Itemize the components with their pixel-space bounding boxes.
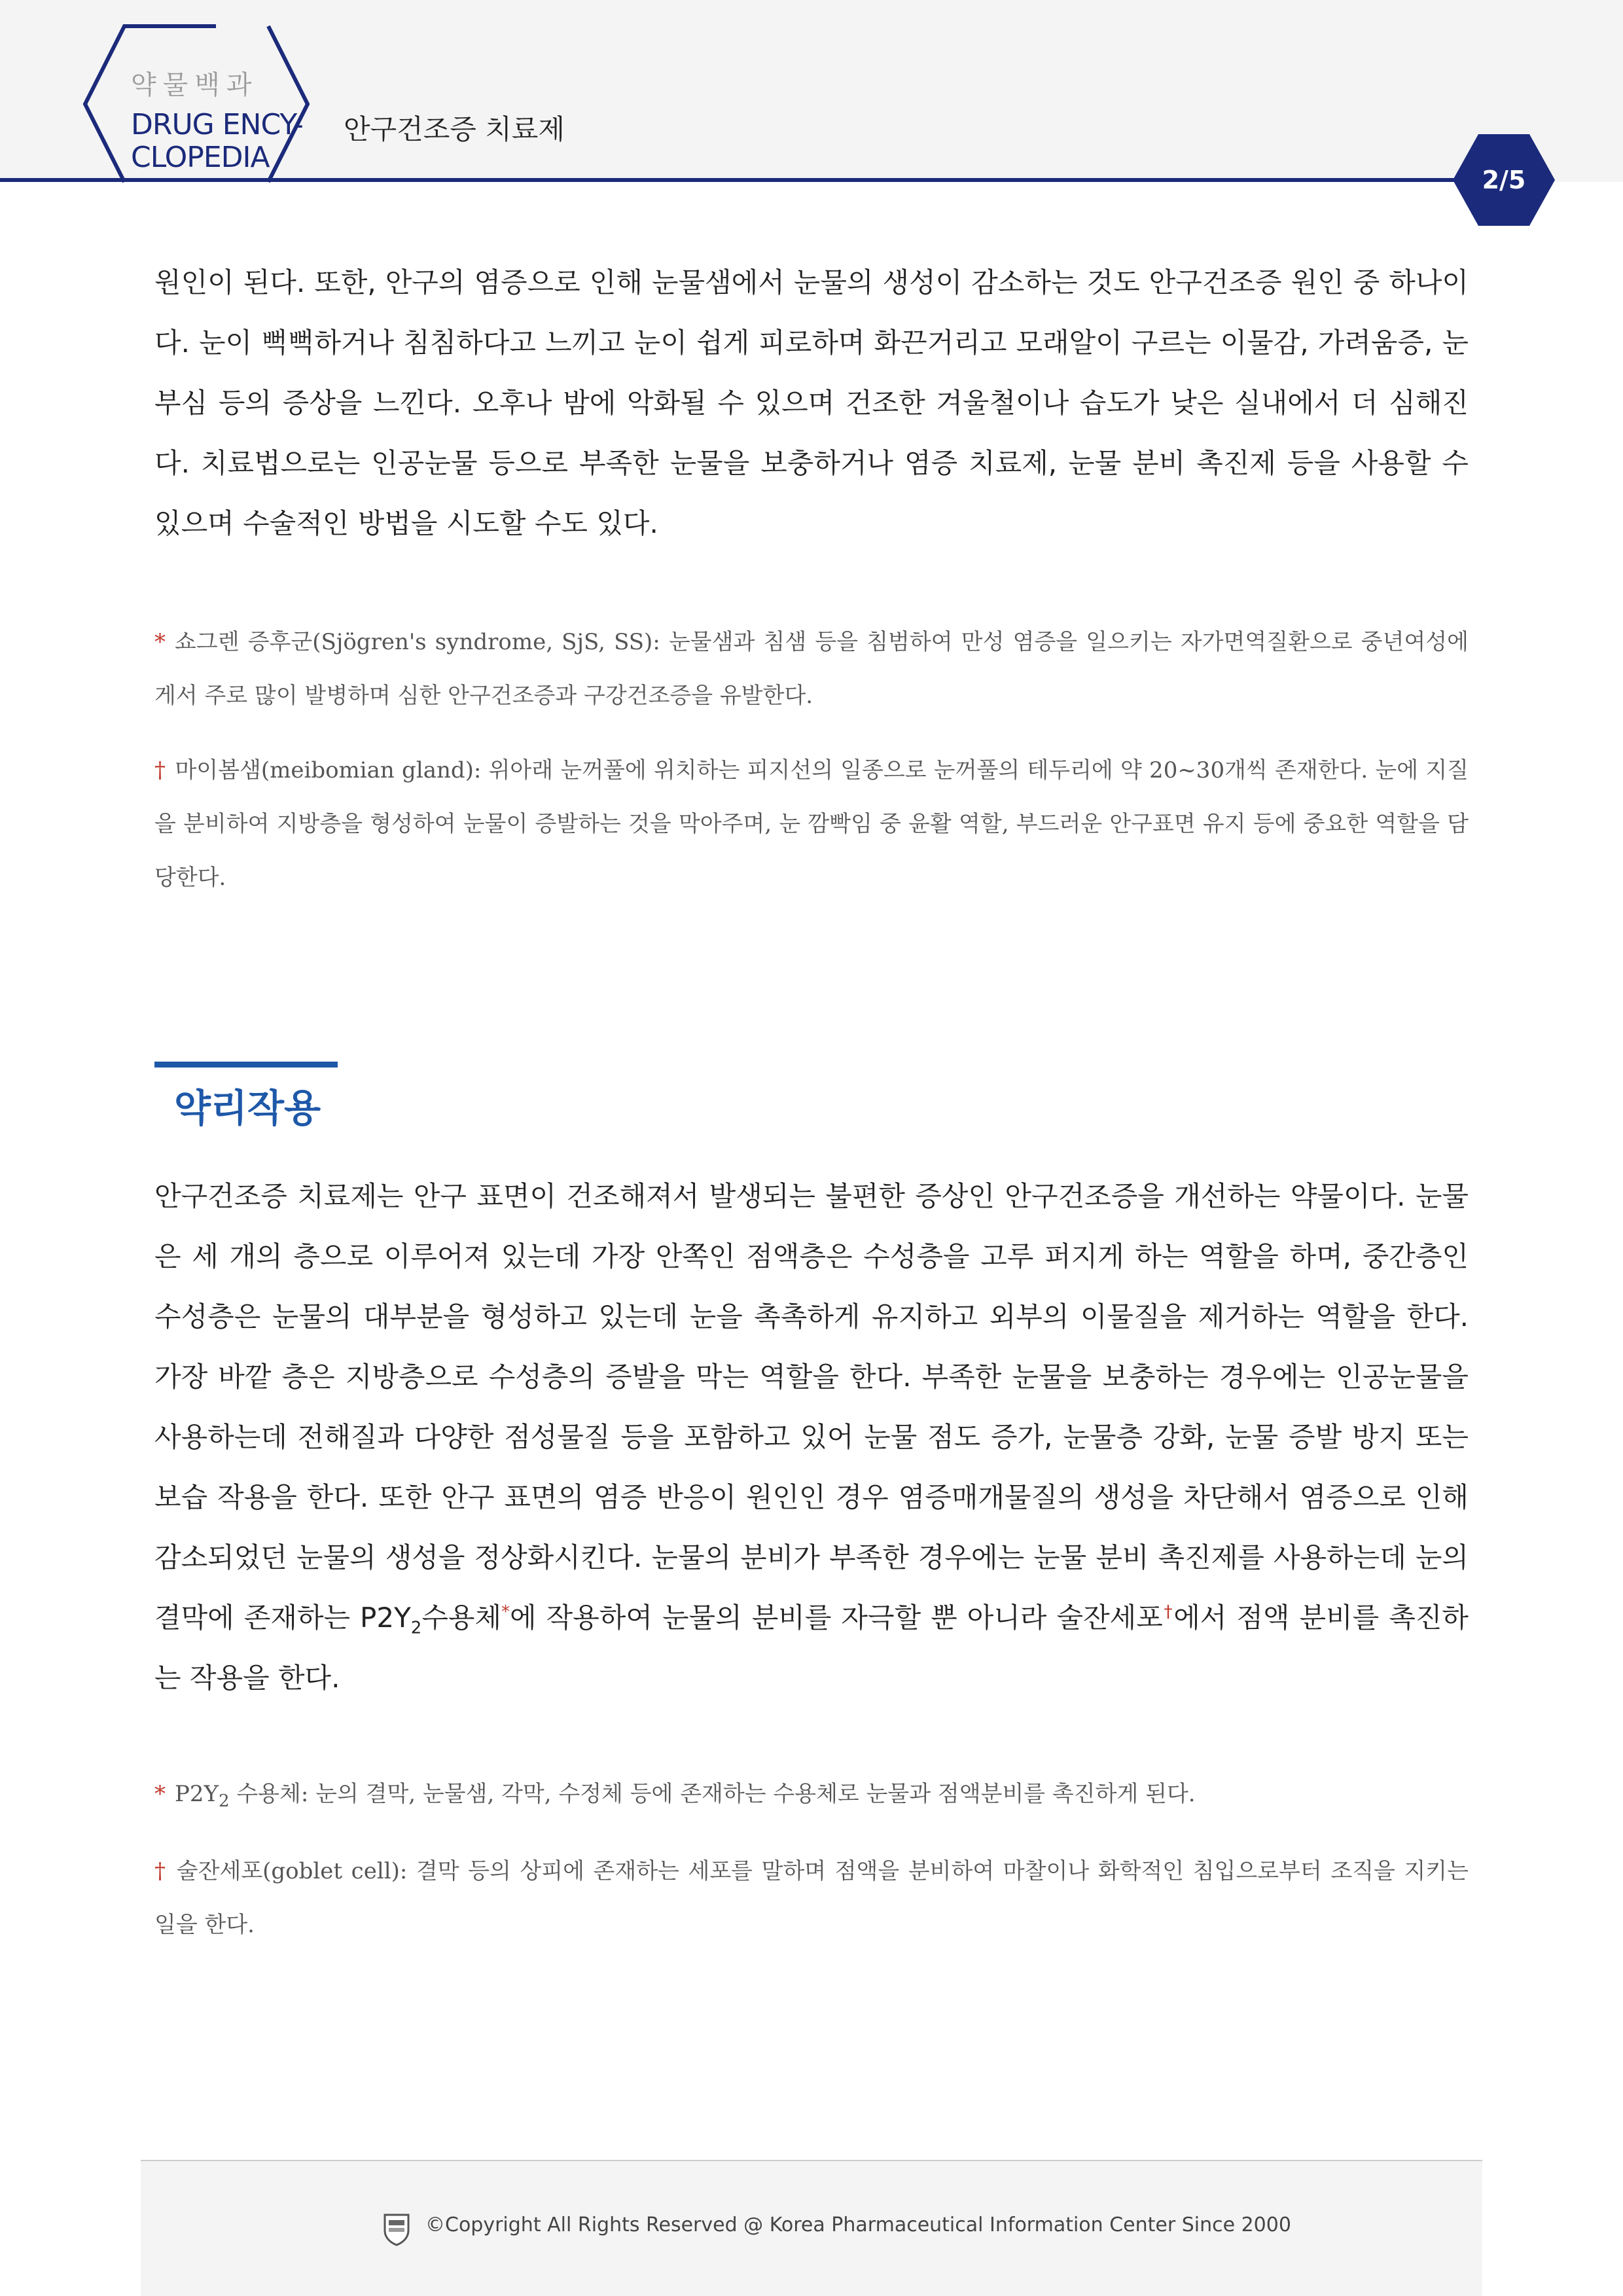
pharmacology-paragraph <box>154 1166 1469 1708</box>
logo-english-line2: CLOPEDIA <box>131 141 270 174</box>
footnote-star-mark: * <box>154 629 166 655</box>
pharmacology-text-part3: 에 작용하여 눈물의 분비를 자극할 뿐 아니라 술잔세포 <box>510 1602 1163 1634</box>
footnote-sjogren <box>154 615 1469 723</box>
footnote-p2y2-prefix: P2Y <box>175 1781 219 1807</box>
footnote-p2y2-subscript: 2 <box>218 1791 230 1811</box>
page-number: 2/5 <box>1482 166 1526 194</box>
footer-rule <box>141 2160 1482 2161</box>
footnote-star-mark-2: * <box>154 1781 166 1807</box>
footnote-sjogren-text: 쇼그렌 증후군(Sjögren's syndrome, SjS, SS): 눈물샘과 침샘 등을 침범하여 만성 염증을 일으키는 자가면역질환으로 중년여성에게서 주로 많이 발병하며 심한 안구건조증과 구강건조증을 유발한다. <box>154 629 1469 709</box>
copyright-text: ©Copyright All Rights Reserved @ Korea Pharmaceutical Information Center Since 2000 <box>425 2214 1291 2236</box>
footnote-p2y2-text: 수용체: 눈의 결막, 눈물샘, 각막, 수정체 등에 존재하는 수용체로 눈물과 점액분비를 촉진하게 된다. <box>229 1781 1196 1807</box>
pharmacology-text-part2: 수용체 <box>421 1602 502 1634</box>
document-title: 안구건조증 치료제 <box>344 113 565 145</box>
footnote-dagger-mark: † <box>154 757 166 783</box>
section-heading-bar <box>154 1062 338 1067</box>
intro-paragraph: 원인이 된다. 또한, 안구의 염증으로 인해 눈물샘에서 눈물의 생성이 감소하는 것도 안구건조증 원인 중 하나이다. 눈이 뻑뻑하거나 침침하다고 느끼고 눈이 쉽게 피로하며 화끈거리고 모래알이 구르는 이물감, 가려움증, 눈부심 등의 증상을 느낀다. 오후나 밤에 악화될 수 있으며 건조한 겨울철이나 습도가 낮은 실내에서 더 심해진다. 치료법으로는 인공눈물 등으로 부족한 눈물을 보충하거나 염증 치료제, 눈물 분비 촉진제 등을 사용할 수 있으며 수술적인 방법을 시도할 수도 있다. <box>154 266 1469 539</box>
logo-english-line1: DRUG ENCY- <box>131 108 303 141</box>
footnote-goblet-cell <box>154 1844 1469 1952</box>
footnote-meibomian <box>154 744 1469 905</box>
shield-emblem-icon <box>382 2212 411 2246</box>
section-heading-pharmacology: 약리작용 <box>174 1086 321 1130</box>
footnote-p2y2 <box>154 1767 1469 1821</box>
footnote-goblet-text: 술잔세포(goblet cell): 결막 등의 상피에 존재하는 세포를 말하며 점액을 분비하여 마찰이나 화학적인 침입으로부터 조직을 지키는 일을 한다. <box>154 1858 1469 1938</box>
footnote-dagger-mark-2: † <box>154 1858 168 1884</box>
subscript-2: 2 <box>410 1618 422 1638</box>
pharmacology-text-part4: 에서 점액 분비를 촉진하는 작용을 한다. <box>154 1602 1469 1694</box>
footnote-meibomian-text: 마이봄샘(meibomian gland): 위아래 눈꺼풀에 위치하는 피지선의 일종으로 눈꺼풀의 테두리에 약 20~30개씩 존재한다. 눈에 지질을 분비하여 지방층을 형성하여 눈물이 증발하는 것을 막아주며, 눈 깜빡임 중 윤활 역할, 부드러운 안구표면 유지 등에 중요한 역할을 담당한다. <box>154 757 1469 891</box>
ref-star: * <box>501 1602 510 1622</box>
pharmacology-text-part1: 안구건조증 치료제는 안구 표면이 건조해져서 발생되는 불편한 증상인 안구건조증을 개선하는 약물이다. 눈물은 세 개의 층으로 이루어져 있는데 가장 안쪽인 점액층은 수성층을 고루 퍼지게 하는 역할을 하며, 중간층인 수성층은 눈물의 대부분을 형성하고 있는데 눈을 촉촉하게 유지하고 외부의 이물질을 제거하는 역할을 한다. 가장 바깥 층은 지방층으로 수성층의 증발을 막는 역할을 한다. 부족한 눈물을 보충하는 경우에는 인공눈물을 사용하는데 전해질과 다양한 점성물질 등을 포함하고 있어 눈물 점도 증가, 눈물층 강화, 눈물 증발 방지 또는 보습 작용을 한다. 또한 안구 표면의 염증 반응이 원인인 경우 염증매개물질의 생성을 차단해서 염증으로 인해 감소되었던 눈물의 생성을 정상화시킨다. 눈물의 분비가 부족한 경우에는 눈물 분비 촉진제를 사용하는데 눈의 결막에 존재하는 P2Y <box>154 1180 1469 1634</box>
logo-korean-text: 약물백과 <box>131 70 259 100</box>
ref-dagger: † <box>1162 1602 1174 1622</box>
